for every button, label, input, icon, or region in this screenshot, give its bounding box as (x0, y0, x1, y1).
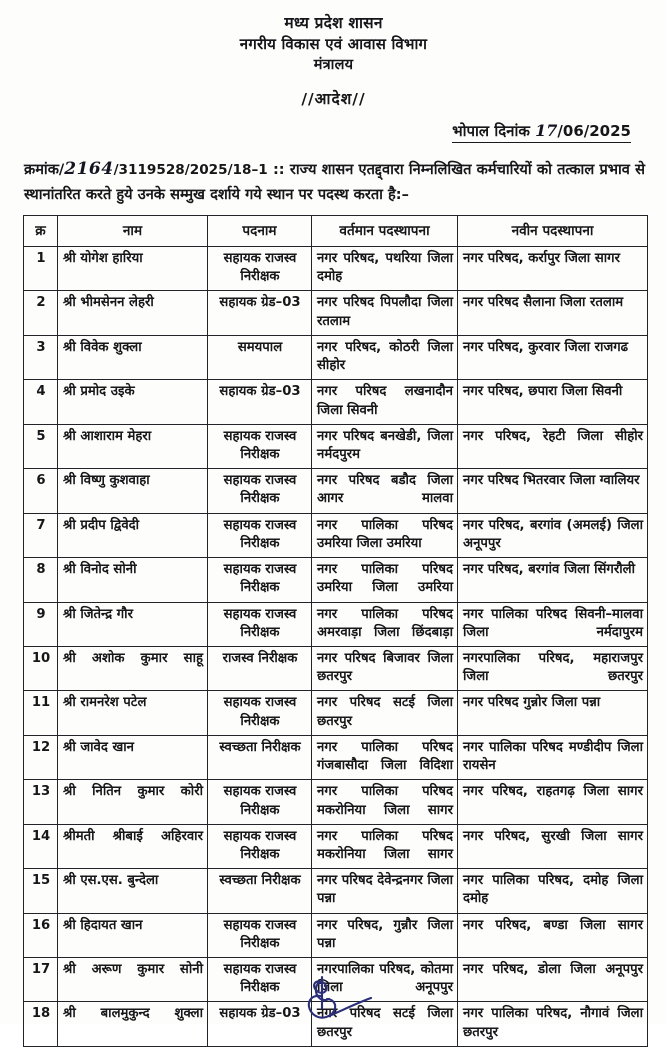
transfer-table (23, 215, 648, 1047)
cell-current-posting: नगर पालिका परिषद उमरिया जिला उमरिया (312, 558, 458, 602)
cell-serial: 3 (24, 335, 58, 379)
order-reference-paragraph (24, 156, 645, 207)
cell-new-posting: नगर परिषद, बण्डा जिला सागर (458, 913, 648, 957)
cell-current-posting: नगर पालिका परिषद अमरवाड़ा जिला छिंदबाड़ा (312, 602, 458, 646)
cell-designation: सहायक राजस्व निरीक्षक (208, 424, 312, 468)
date-sep-2: / (583, 121, 590, 140)
cell-designation: सहायक राजस्व निरीक्षक (208, 691, 312, 735)
cell-serial: 10 (24, 646, 58, 690)
cell-serial: 18 (24, 1002, 58, 1046)
cell-designation: सहायक ग्रेड–03 (208, 1002, 312, 1046)
order-number-handwritten: 2164 (64, 158, 114, 179)
cell-designation: सहायक राजस्व निरीक्षक (208, 513, 312, 557)
cell-name: श्री नितिन कुमार कोरी (58, 780, 208, 824)
cell-current-posting: नगर पालिका परिषद गंजबासौदा जिला विदिशा (312, 735, 458, 779)
cell-name: श्री जितेन्द्र गौर (58, 602, 208, 646)
cell-name: श्री विवेक शुक्ला (58, 335, 208, 379)
cell-name: श्री प्रदीप द्विवेदी (58, 513, 208, 557)
cell-designation: सहायक ग्रेड–03 (208, 380, 312, 424)
column-header-designation: पदनाम (208, 216, 312, 247)
cell-designation: सहायक राजस्व निरीक्षक (208, 824, 312, 868)
cell-new-posting: नगरपालिका परिषद, महाराजपुर जिला छतरपुर (458, 646, 648, 690)
cell-name: श्री अरूण कुमार सोनी (58, 958, 208, 1002)
cell-designation: स्वच्छता निरीक्षक (208, 869, 312, 913)
cell-new-posting: नगर परिषद गुन्नोर जिला पन्ना (458, 691, 648, 735)
govt-name-line: मध्य प्रदेश शासन (284, 14, 383, 32)
cell-name: श्री विनोद सोनी (58, 558, 208, 602)
cell-current-posting: नगर परिषद पिपलौदा जिला रतलाम (312, 291, 458, 335)
order-file-parts: /3119528/2025/18–1 (113, 161, 268, 178)
cell-name: श्रीमती श्रीबाई अहिरवार (58, 824, 208, 868)
table-header-row (24, 216, 648, 247)
cell-current-posting: नगर परिषद, गुन्नौर जिला पन्ना (312, 913, 458, 957)
date-month: 06 (562, 121, 584, 140)
cell-serial: 2 (24, 291, 58, 335)
cell-current-posting: नगर परिषद बडौद जिला आगर मालवा (312, 469, 458, 513)
cell-designation: सहायक राजस्व निरीक्षक (208, 958, 312, 1002)
cell-serial: 9 (24, 602, 58, 646)
cell-serial: 14 (24, 824, 58, 868)
table-row (24, 602, 648, 646)
table-body (24, 247, 648, 1047)
order-marker: //आदेश// (301, 89, 366, 108)
table-row (24, 469, 648, 513)
table-row (24, 869, 648, 913)
cell-name: श्री योगेश हारिया (58, 247, 208, 291)
department-name-line: नगरीय विकास एवं आवास विभाग (239, 35, 428, 53)
table-row (24, 335, 648, 379)
cell-new-posting: नगर परिषद, बरगांव (अमलई) जिला अनूपपुर (458, 513, 648, 557)
cell-designation: स्वच्छता निरीक्षक (208, 735, 312, 779)
table-row (24, 291, 648, 335)
cell-current-posting: नगर परिषद सटई जिला छतरपुर (312, 691, 458, 735)
table-row (24, 558, 648, 602)
column-header-serial: क्र (24, 216, 58, 247)
cell-name: श्री हिदायत खान (58, 913, 208, 957)
cell-name: श्री रामनरेश पटेल (58, 691, 208, 735)
cell-current-posting: नगर पालिका परिषद मकरोनिया जिला सागर (312, 780, 458, 824)
cell-current-posting: नगर पालिका परिषद उमरिया जिला उमरिया (312, 513, 458, 557)
date-day: 17 (535, 120, 558, 140)
cell-new-posting: नगर परिषद भितरवार जिला ग्वालियर (458, 469, 648, 513)
cell-new-posting: नगर परिषद सैलाना जिला रतलाम (458, 291, 648, 335)
cell-designation: समयपाल (208, 335, 312, 379)
cell-designation: सहायक राजस्व निरीक्षक (208, 602, 312, 646)
cell-designation: सहायक राजस्व निरीक्षक (208, 913, 312, 957)
cell-name: श्री आशाराम मेहरा (58, 424, 208, 468)
cell-name: श्री प्रमोद उइके (58, 380, 208, 424)
cell-serial: 13 (24, 780, 58, 824)
cell-current-posting: नगर परिषद, पथरिया जिला दमोह (312, 247, 458, 291)
column-header-name: नाम (58, 216, 208, 247)
cell-name: श्री जावेद खान (58, 735, 208, 779)
signature-mark (295, 972, 405, 1024)
letterhead (0, 0, 667, 76)
table-row (24, 380, 648, 424)
table-row (24, 735, 648, 779)
cell-designation: राजस्व निरीक्षक (208, 646, 312, 690)
cell-serial: 5 (24, 424, 58, 468)
cell-serial: 11 (24, 691, 58, 735)
office-name-line: मंत्रालय (313, 57, 354, 74)
table-head (24, 216, 648, 247)
order-separator: :: (272, 160, 285, 178)
cell-new-posting: नगर परिषद, डोला जिला अनूपपुर (458, 958, 648, 1002)
cell-serial: 1 (24, 247, 58, 291)
cell-name: श्री अशोक कुमार साहू (58, 646, 208, 690)
cell-current-posting: नगर परिषद बिजावर जिला छतरपुर (312, 646, 458, 690)
column-header-new-posting: नवीन पदस्थापना (458, 216, 648, 247)
cell-serial: 8 (24, 558, 58, 602)
place-label: भोपाल दिनांक (452, 121, 530, 140)
table-row (24, 513, 648, 557)
table-row (24, 247, 648, 291)
cell-serial: 4 (24, 380, 58, 424)
cell-serial: 12 (24, 735, 58, 779)
cell-current-posting: नगर पालिका परिषद मकरोनिया जिला सागर (312, 824, 458, 868)
cell-current-posting: नगर परिषद देवेन्द्रनगर जिला पन्ना (312, 869, 458, 913)
cell-serial: 17 (24, 958, 58, 1002)
cell-serial: 16 (24, 913, 58, 957)
cell-current-posting: नगर परिषद बनखेडी, जिला नर्मदपुरम (312, 424, 458, 468)
cell-new-posting: नगर परिषद, बरगांव जिला सिंगरौली (458, 558, 648, 602)
table-row (24, 424, 648, 468)
cell-designation: सहायक राजस्व निरीक्षक (208, 558, 312, 602)
order-prefix-label: क्रमांक/ (24, 160, 65, 178)
cell-new-posting: नगर पालिका परिषद सिवनी–मालवा जिला नर्मदापुरम (458, 602, 648, 646)
table-row (24, 780, 648, 824)
cell-current-posting: नगरपालिका परिषद, कोतमा जिला अनूपपुर (312, 958, 458, 1002)
cell-new-posting: नगर परिषद, छपारा जिला सिवनी (458, 380, 648, 424)
place-date-underline (452, 121, 631, 143)
table-row (24, 913, 648, 957)
cell-new-posting: नगर पालिका परिषद मण्डीदीप जिला रायसेन (458, 735, 648, 779)
date-year: 2025 (589, 121, 631, 140)
cell-current-posting: नगर परिषद, कोठरी जिला सीहोर (312, 335, 458, 379)
cell-new-posting: नगर परिषद, कुरवार जिला राजगढ (458, 335, 648, 379)
cell-new-posting: नगर पालिका परिषद, नौगावं जिला छतरपुर (458, 1002, 648, 1046)
order-body-text: राज्य शासन एतद्द्वारा निम्नलिखित कर्मचारियों को तत्काल प्रभाव से स्थानांतरित करते हुये उनके सम्मुख दर्शाये गये स्थान पर पदस्थ करता है:– (24, 160, 645, 204)
cell-new-posting: नगर परिषद, राहतगढ़ जिला सागर (458, 780, 648, 824)
cell-designation: सहायक राजस्व निरीक्षक (208, 247, 312, 291)
table-row (24, 824, 648, 868)
cell-new-posting: नगर परिषद, रेहटी जिला सीहोर (458, 424, 648, 468)
transfer-table-wrapper (23, 215, 647, 1047)
cell-new-posting: नगर परिषद, कर्रापुर जिला सागर (458, 247, 648, 291)
cell-current-posting: नगर परिषद सटई जिला छतरपुर (312, 1002, 458, 1046)
place-date-block (0, 121, 667, 143)
signature-icon (295, 972, 405, 1024)
cell-serial: 6 (24, 469, 58, 513)
cell-serial: 7 (24, 513, 58, 557)
table-row (24, 646, 648, 690)
column-header-current-posting: वर्तमान पदस्थापना (312, 216, 458, 247)
cell-name: श्री विष्णु कुशवाहा (58, 469, 208, 513)
cell-new-posting: नगर परिषद, सुरखी जिला सागर (458, 824, 648, 868)
cell-designation: सहायक राजस्व निरीक्षक (208, 469, 312, 513)
cell-new-posting: नगर पालिका परिषद, दमोह जिला दमोह (458, 869, 648, 913)
cell-current-posting: नगर परिषद लखनादौन जिला सिवनी (312, 380, 458, 424)
date-sep-1: / (557, 121, 563, 140)
cell-name: श्री बालमुकुन्द शुक्ला (58, 1002, 208, 1046)
table-row (24, 691, 648, 735)
cell-designation: सहायक राजस्व निरीक्षक (208, 780, 312, 824)
cell-name: श्री भीमसेनन लेहरी (58, 291, 208, 335)
cell-serial: 15 (24, 869, 58, 913)
cell-designation: सहायक ग्रेड–03 (208, 291, 312, 335)
cell-name: श्री एस.एस. बुन्देला (58, 869, 208, 913)
